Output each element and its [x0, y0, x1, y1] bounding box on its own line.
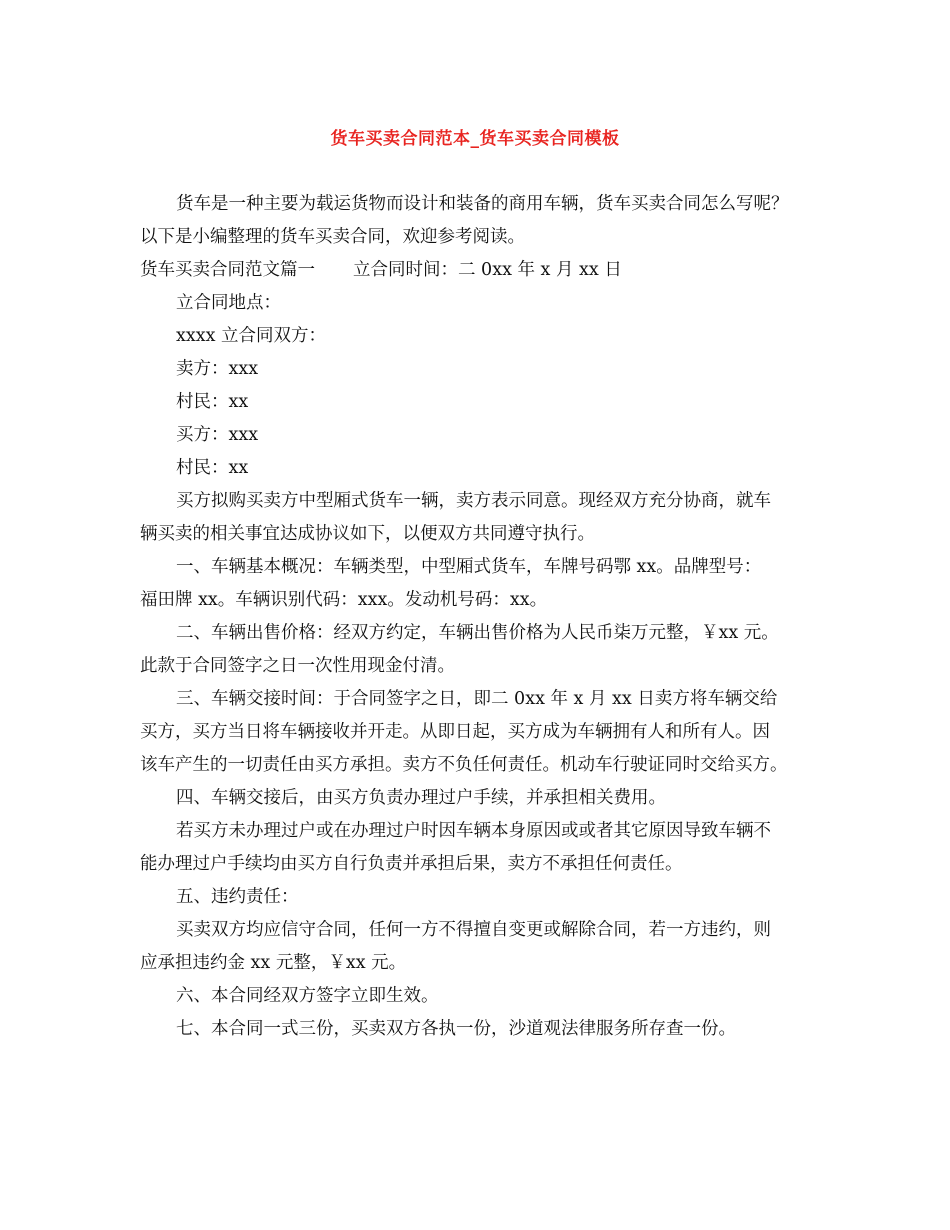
text-line-content: 能办理过户手续均由买方自行负责并承担后果，卖方不承担任何责任。: [140, 854, 683, 874]
text-line: [140, 980, 830, 1013]
text-line-content: 买方，买方当日将车辆接收并开走。从即日起，买方成为车辆拥有人和所有人。因: [140, 722, 770, 742]
text-line: [140, 584, 830, 617]
text-line-content: 买方拟购买卖方中型厢式货车一辆，卖方表示同意。现经双方充分协商，就车: [176, 491, 771, 511]
text-line-content: 若买方未办理过户或在办理过户时因车辆本身原因或或者其它原因导致车辆不: [176, 821, 771, 841]
text-line: [140, 848, 830, 881]
text-line: [140, 551, 830, 584]
text-line: [140, 254, 830, 287]
text-line-content: 福田牌 xx。车辆识别代码：xxx。发动机号码：xx。: [140, 590, 548, 610]
text-line-content: 六、本合同经双方签字立即生效。: [176, 986, 439, 1006]
text-line-content: xxxx 立合同双方：: [176, 326, 327, 346]
text-line: [140, 782, 830, 815]
text-line: [140, 947, 830, 980]
text-line: [140, 815, 830, 848]
text-line: [140, 419, 830, 452]
text-line: [140, 485, 830, 518]
text-line-content: 此款于合同签字之日一次性用现金付清。: [140, 656, 455, 676]
text-line: [140, 221, 830, 254]
text-line: [140, 914, 830, 947]
text-line: [140, 650, 830, 683]
text-line-content: 一、车辆基本概况：车辆类型，中型厢式货车，车牌号码鄂 xx。品牌型号：: [176, 557, 762, 577]
text-line-content: 二、车辆出售价格：经双方约定，车辆出售价格为人民币柒万元整，￥xx 元。: [176, 623, 779, 643]
text-line: [140, 353, 830, 386]
text-line-content: 村民：xx: [176, 458, 249, 478]
text-line-content: 三、车辆交接时间：于合同签字之日，即二 0xx 年 x 月 xx 日卖方将车辆交给: [176, 689, 778, 709]
text-line-content: 买卖双方均应信守合同，任何一方不得擅自变更或解除合同，若一方违约，则: [176, 920, 771, 940]
text-line: [140, 749, 830, 782]
text-line: [140, 617, 830, 650]
text-line: [140, 1013, 830, 1046]
text-line-content: 七、本合同一式三份，买卖双方各执一份，沙道观法律服务所存查一份。: [176, 1019, 736, 1039]
document-title: 货车买卖合同范本_货车买卖合同模板: [330, 129, 620, 149]
document-body: [140, 188, 830, 1046]
text-line-content: 该车产生的一切责任由买方承担。卖方不负任何责任。机动车行驶证同时交给买方。: [140, 755, 788, 775]
text-line-content: 卖方：xxx: [176, 359, 259, 379]
text-line-content: 辆买卖的相关事宜达成协议如下，以便双方共同遵守执行。: [140, 524, 595, 544]
text-line-content: 应承担违约金 xx 元整，￥xx 元。: [140, 953, 407, 973]
text-line-content: 买方：xxx: [176, 425, 259, 445]
text-line-content: 四、车辆交接后，由买方负责办理过户手续，并承担相关费用。: [176, 788, 666, 808]
text-line-content: 货车是一种主要为载运货物而设计和装备的商用车辆，货车买卖合同怎么写呢？: [176, 194, 789, 214]
text-line: [140, 716, 830, 749]
text-line: [140, 881, 830, 914]
contract-date: 立合同时间：二 0xx 年 x 月 xx 日: [353, 260, 622, 280]
text-line-content: 以下是小编整理的货车买卖合同，欢迎参考阅读。: [140, 227, 525, 247]
text-line: [140, 287, 830, 320]
text-line: [140, 386, 830, 419]
text-line: [140, 320, 830, 353]
text-line: [140, 518, 830, 551]
text-line-content: 村民：xx: [176, 392, 249, 412]
text-line-content: 五、违约责任：: [176, 887, 299, 907]
text-line-content: 立合同地点：: [176, 293, 281, 313]
text-line: [140, 188, 830, 221]
text-line: [140, 683, 830, 716]
text-line-content: 货车买卖合同范文篇一: [140, 260, 315, 280]
text-line: [140, 452, 830, 485]
